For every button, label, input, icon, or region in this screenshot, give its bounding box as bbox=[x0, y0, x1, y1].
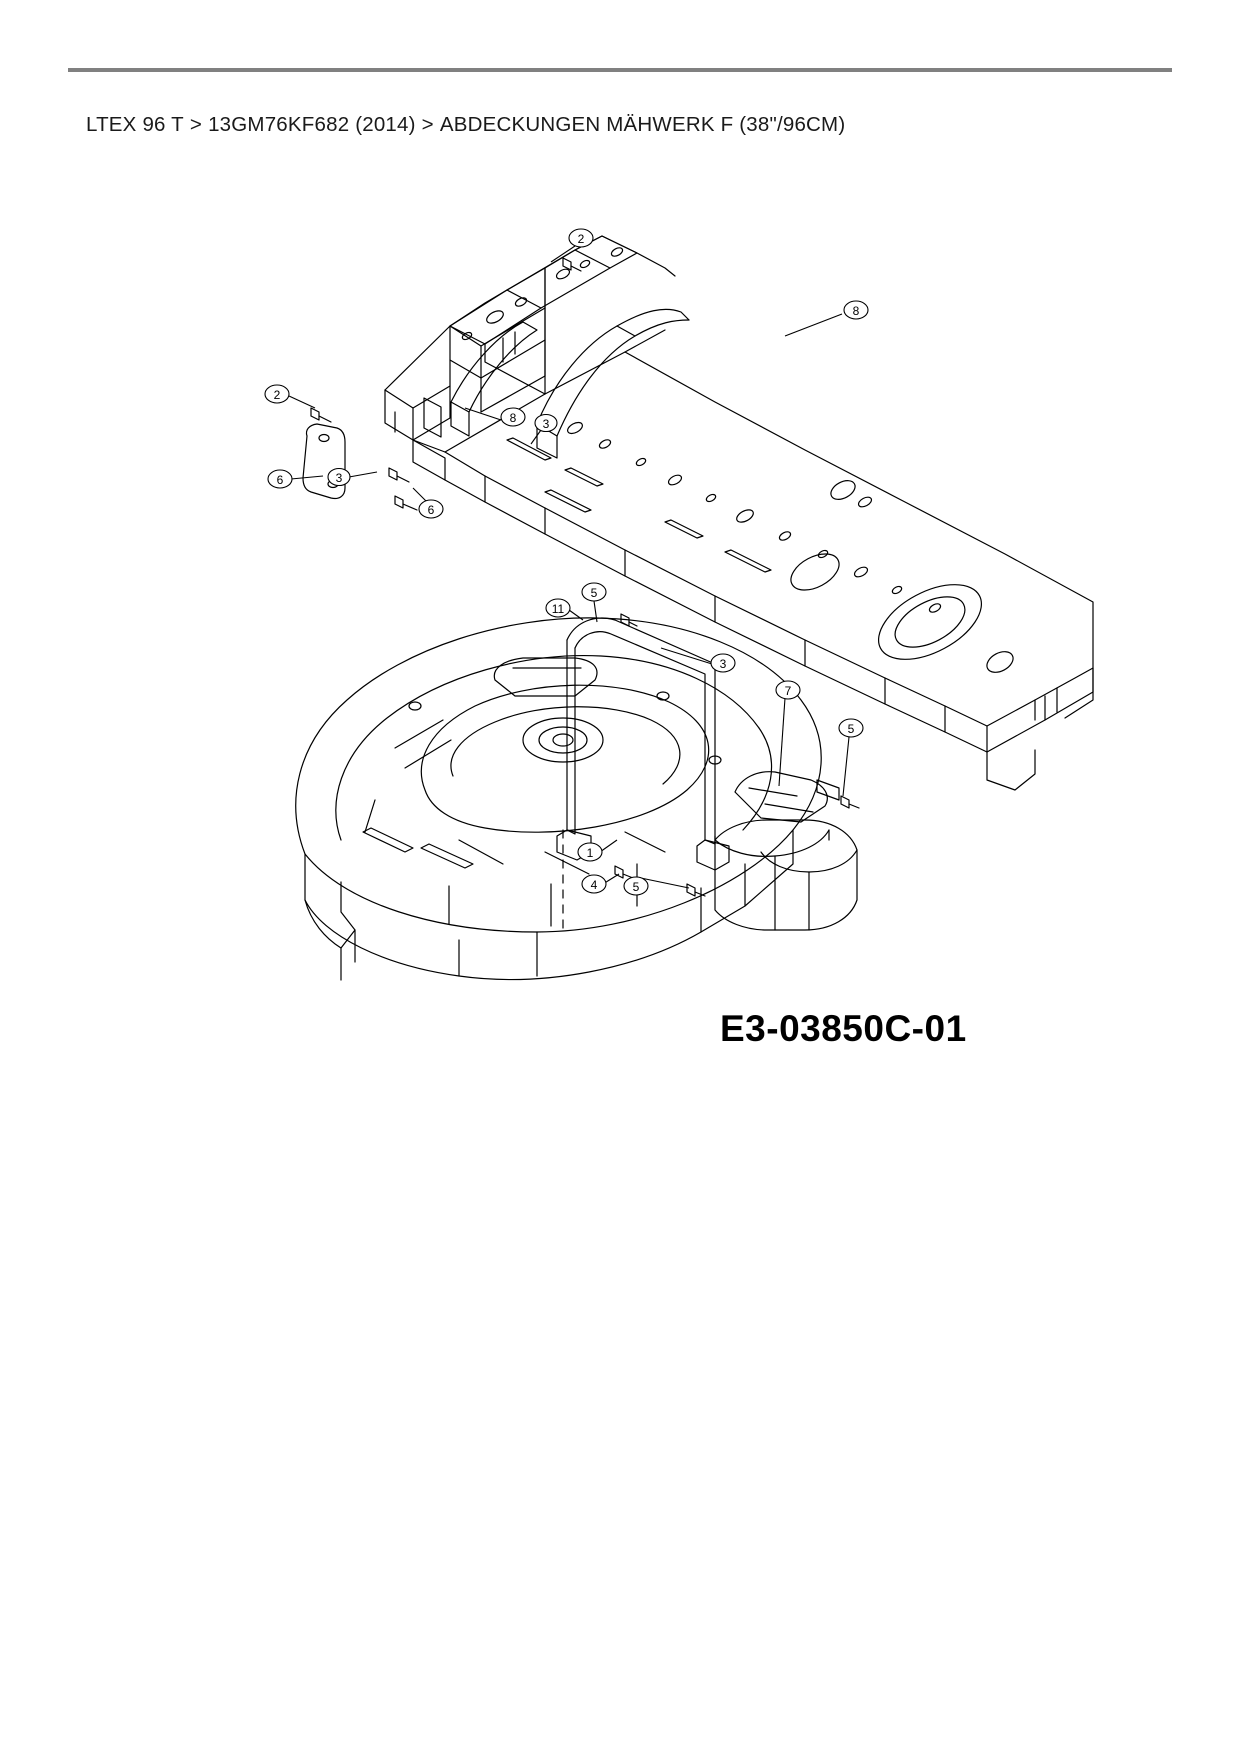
callout-label: 5 bbox=[632, 880, 640, 894]
callout-label: 5 bbox=[847, 722, 855, 736]
breadcrumb-section: ABDECKUNGEN MÄHWERK F (38"/96CM) bbox=[439, 113, 846, 136]
callout-label: 6 bbox=[276, 473, 284, 487]
callout-label: 4 bbox=[590, 878, 598, 892]
callout-label: 3 bbox=[542, 417, 550, 431]
callout-label: 8 bbox=[852, 304, 860, 318]
callout-label: 2 bbox=[577, 232, 585, 246]
callout-label: 6 bbox=[427, 503, 435, 517]
header-divider bbox=[68, 68, 1172, 72]
callout-label: 11 bbox=[551, 602, 565, 616]
callout-label: 7 bbox=[784, 684, 792, 698]
callout-label: 1 bbox=[586, 846, 594, 860]
drawing-reference-number: E3-03850C-01 bbox=[720, 1008, 967, 1049]
callout-label: 2 bbox=[273, 388, 281, 402]
exploded-parts-diagram bbox=[245, 140, 1185, 1080]
callout-label: 5 bbox=[590, 586, 598, 600]
breadcrumb-model: LTEX 96 T bbox=[86, 113, 184, 136]
callout-label: 3 bbox=[719, 657, 727, 671]
breadcrumb-separator-2: > bbox=[421, 113, 434, 136]
callout-label: 8 bbox=[509, 411, 517, 425]
breadcrumb-separator-1: > bbox=[189, 113, 203, 136]
callout-label: 3 bbox=[335, 471, 343, 485]
breadcrumb bbox=[86, 113, 845, 137]
breadcrumb-part-number: 13GM76KF682 (2014) bbox=[208, 113, 416, 136]
